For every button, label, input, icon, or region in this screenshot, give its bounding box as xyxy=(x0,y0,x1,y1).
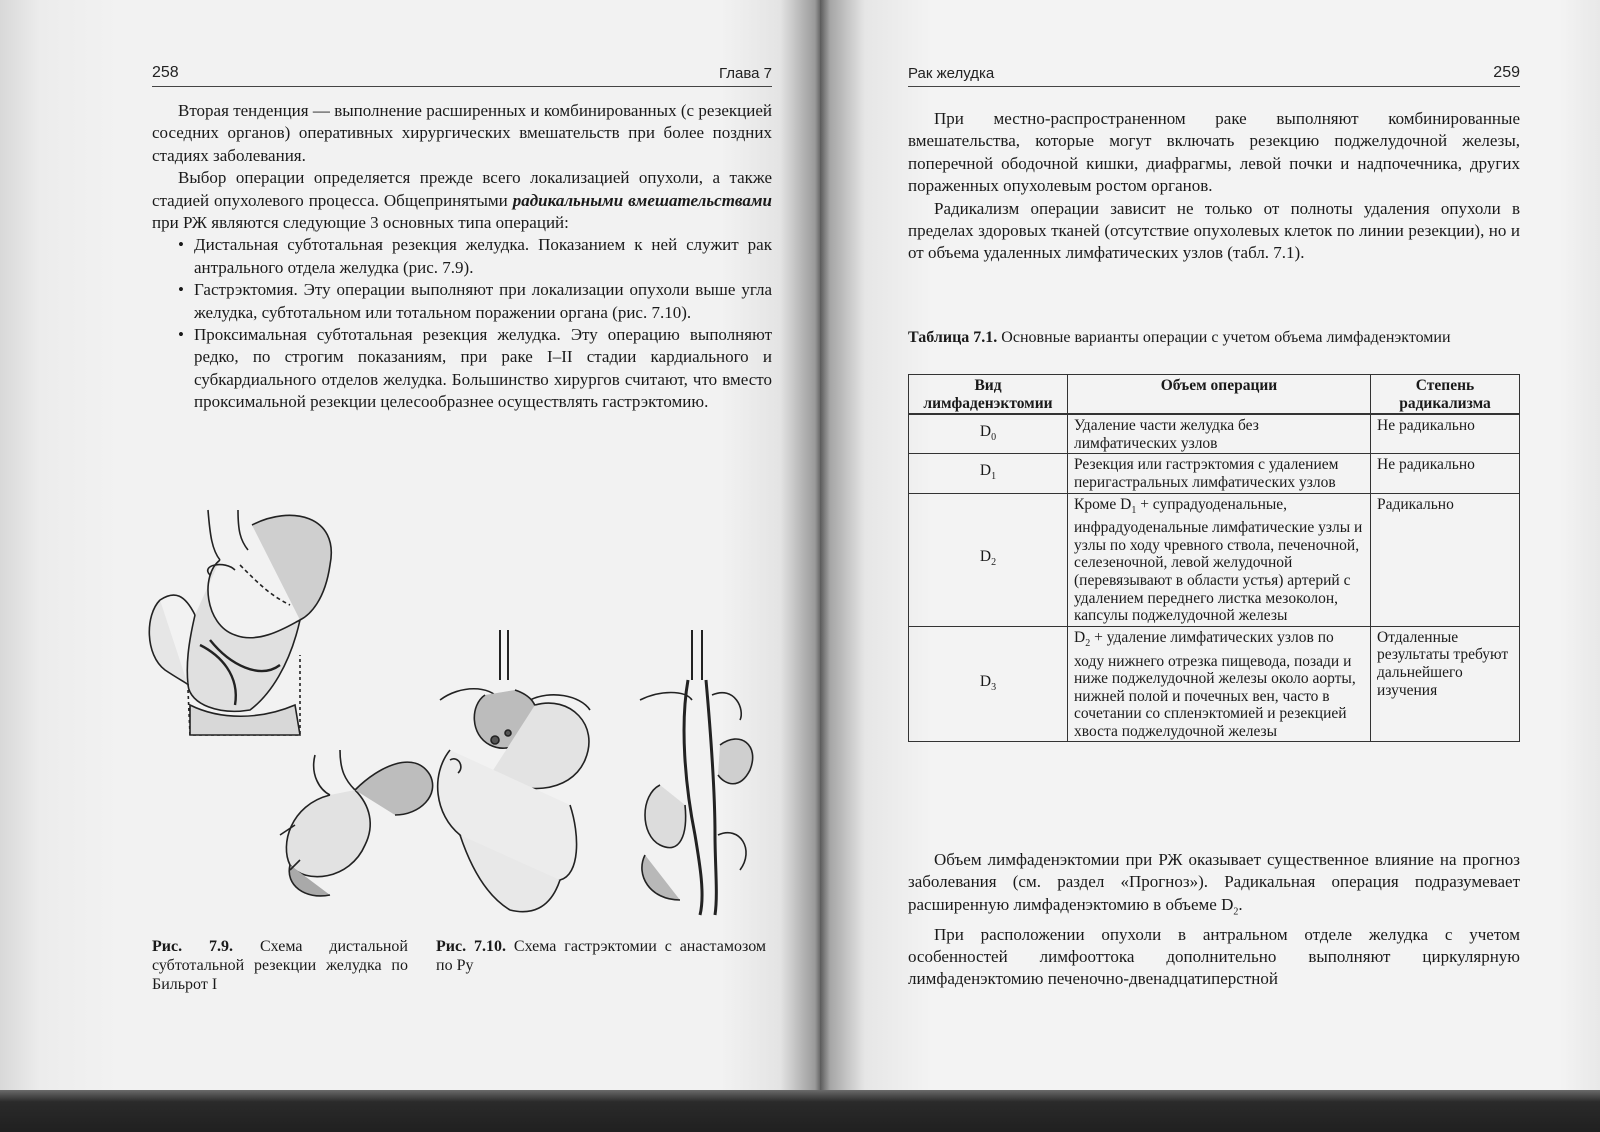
surgical-figures xyxy=(140,505,780,925)
paragraph: При местно-распространенном раке выполняют комбинированные вмешательства, которые могут включать резекцию поджелудочной железы, поперечной ободочной кишки, диафрагмы, левой почки и надпочечника, других пораженных опухолевым ростом органов. xyxy=(908,109,1520,196)
lymphadenectomy-table xyxy=(908,374,1520,742)
right-body-text-top xyxy=(908,108,1520,265)
left-body-text xyxy=(152,100,772,414)
table-row xyxy=(909,493,1520,626)
page-number-left: 258 xyxy=(152,64,179,81)
table-cell-degree: Не радикально xyxy=(1371,414,1520,454)
paragraph-part: при РЖ являются следующие 3 основных типа операций: xyxy=(152,213,569,233)
figure-label: Рис. 7.9. xyxy=(152,938,234,955)
list-item xyxy=(152,279,772,324)
table-cell-type: $D_2$ xyxy=(909,493,1068,626)
figure-caption-text: Схема гастрэктомии с анастамозом по Ру xyxy=(436,938,767,974)
column-header: Степень радикализма xyxy=(1371,375,1520,415)
table-row xyxy=(909,626,1520,742)
figure-caption-text: Схема дистальной субтотальной резекции желудка по Бильрот I xyxy=(152,938,408,993)
right-page xyxy=(820,0,1600,1090)
table-label: Таблица 7.1. xyxy=(908,329,998,346)
table-header-row xyxy=(909,375,1520,415)
operation-types-list xyxy=(152,234,772,413)
table-cell-type: $D_0$ xyxy=(909,414,1068,454)
table-cell-type: $D_1$ xyxy=(909,454,1068,493)
list-item-text: Дистальная субтотальная резекция желудка. Показанием к ней служит рак антрального отдела желудка (рис. 7.9). xyxy=(194,235,772,277)
page-number-right: 259 xyxy=(1493,64,1520,81)
table-cell-degree: Радикально xyxy=(1371,493,1520,626)
chapter-title: Глава 7 xyxy=(718,65,772,82)
figure-7-9-stomach-illustration xyxy=(149,510,331,735)
table-cell-degree: Не радикально xyxy=(1371,454,1520,493)
column-header: Вид лимфаденэктомии xyxy=(909,375,1068,415)
list-item xyxy=(152,324,772,414)
bullet-icon: • xyxy=(178,280,184,300)
paragraph: Вторая тенденция — выполнение расширенных и комбинированных (с резекцией соседних органов) оперативных хирургических вмешательств при более поздних стадиях заболевания. xyxy=(152,101,772,165)
figure-7-9-anastomosis-illustration xyxy=(280,750,433,896)
table-row xyxy=(909,454,1520,493)
bullet-icon: • xyxy=(178,235,184,255)
subscript: 2 xyxy=(1233,906,1239,918)
scan-bottom-edge xyxy=(0,1090,1600,1132)
list-item xyxy=(152,234,772,279)
column-header: Объем операции xyxy=(1068,375,1371,415)
table-cell-volume: $D_2$ + удаление лимфатических узлов по ходу нижнего отрезка пищевода, позади и ниже поджелудочной железы около аорты, нижней полой и почечных вен, часто в сочетании со спленэктомией и резекцией хвоста поджелудочной железы xyxy=(1068,626,1371,742)
paragraph: При расположении опухоли в антральном отделе желудка с учетом особенностей лимфооттока дополнительно выполняют циркулярную лимфаденэктомию печеночно-двенадцатиперстной xyxy=(908,924,1520,989)
paragraph xyxy=(152,167,772,234)
running-head-right xyxy=(908,60,1520,87)
figure-7-10-gastrectomy-illustration xyxy=(438,630,590,912)
paragraph-part: . xyxy=(1238,894,1243,914)
figure-label: Рис. 7.10. xyxy=(436,938,506,955)
table-title-text: Основные варианты операции с учетом объема лимфаденэктомии xyxy=(1001,329,1451,346)
right-body-text-bottom xyxy=(908,849,1520,991)
table-caption xyxy=(908,328,1520,347)
figure-7-10-caption xyxy=(436,937,766,975)
list-item-text: Проксимальная субтотальная резекция желудка. Эту операцию выполняют редко, по строгим показаниям, при раке I–II стадии кардиального и субкардиального отделов желудка. Большинство хирургов считают, что вместо проксимальной резекции целесообразнее осуществлять гастрэктомию. xyxy=(194,325,772,412)
left-page xyxy=(0,0,820,1090)
bullet-icon: • xyxy=(178,325,184,345)
figure-7-9-caption xyxy=(152,937,408,994)
section-title: Рак желудка xyxy=(908,65,995,82)
table-cell-degree: Отдаленные результаты требуют дальнейшего изучения xyxy=(1371,626,1520,742)
figure-7-10-roux-illustration xyxy=(640,630,753,915)
list-item-text: Гастрэктомия. Эту операции выполняют при локализации опухоли выше угла желудка, субтотальном или тотальном поражении органа (рис. 7.10). xyxy=(194,280,772,322)
table-cell-volume: Удаление части желудка без лимфатических узлов xyxy=(1068,414,1371,454)
table-cell-volume: Резекция или гастрэктомия с удалением перигастральных лимфатических узлов xyxy=(1068,454,1371,493)
paragraph: Радикализм операции зависит не только от полноты удаления опухоли в пределах здоровых тканей (отсутствие опухолевых клеток по линии резекции), но и от объема удаленных лимфатических узлов (табл. 7.1). xyxy=(908,198,1520,263)
paragraph-part: Объем лимфаденэктомии при РЖ оказывает существенное влияние на прогноз заболевания (см. раздел «Прогноз»). Радикальная операция подразумевает расширенную лимфаденэктомию в объеме D xyxy=(908,850,1520,914)
paragraph-part: Выбор операции определяется прежде всего локализацией опухоли, а также стадией опухолевого процесса. Общепринятыми xyxy=(152,168,772,210)
emphasis-term: радикальными вмешательствами xyxy=(512,190,772,210)
paragraph xyxy=(908,849,1520,924)
running-head-left xyxy=(152,60,772,87)
table-cell-type: $D_3$ xyxy=(909,626,1068,742)
table-cell-volume: Кроме $D_1$ + супрадуоденальные, инфрадуоденальные лимфатические узлы и узлы по ходу чревного ствола, печеночной, селезеночной, левой желудочной (перевязывают в области устья) артерий с удалением переднего листка мезоколон, капсулы поджелудочной железы xyxy=(1068,493,1371,626)
table-row xyxy=(909,414,1520,454)
